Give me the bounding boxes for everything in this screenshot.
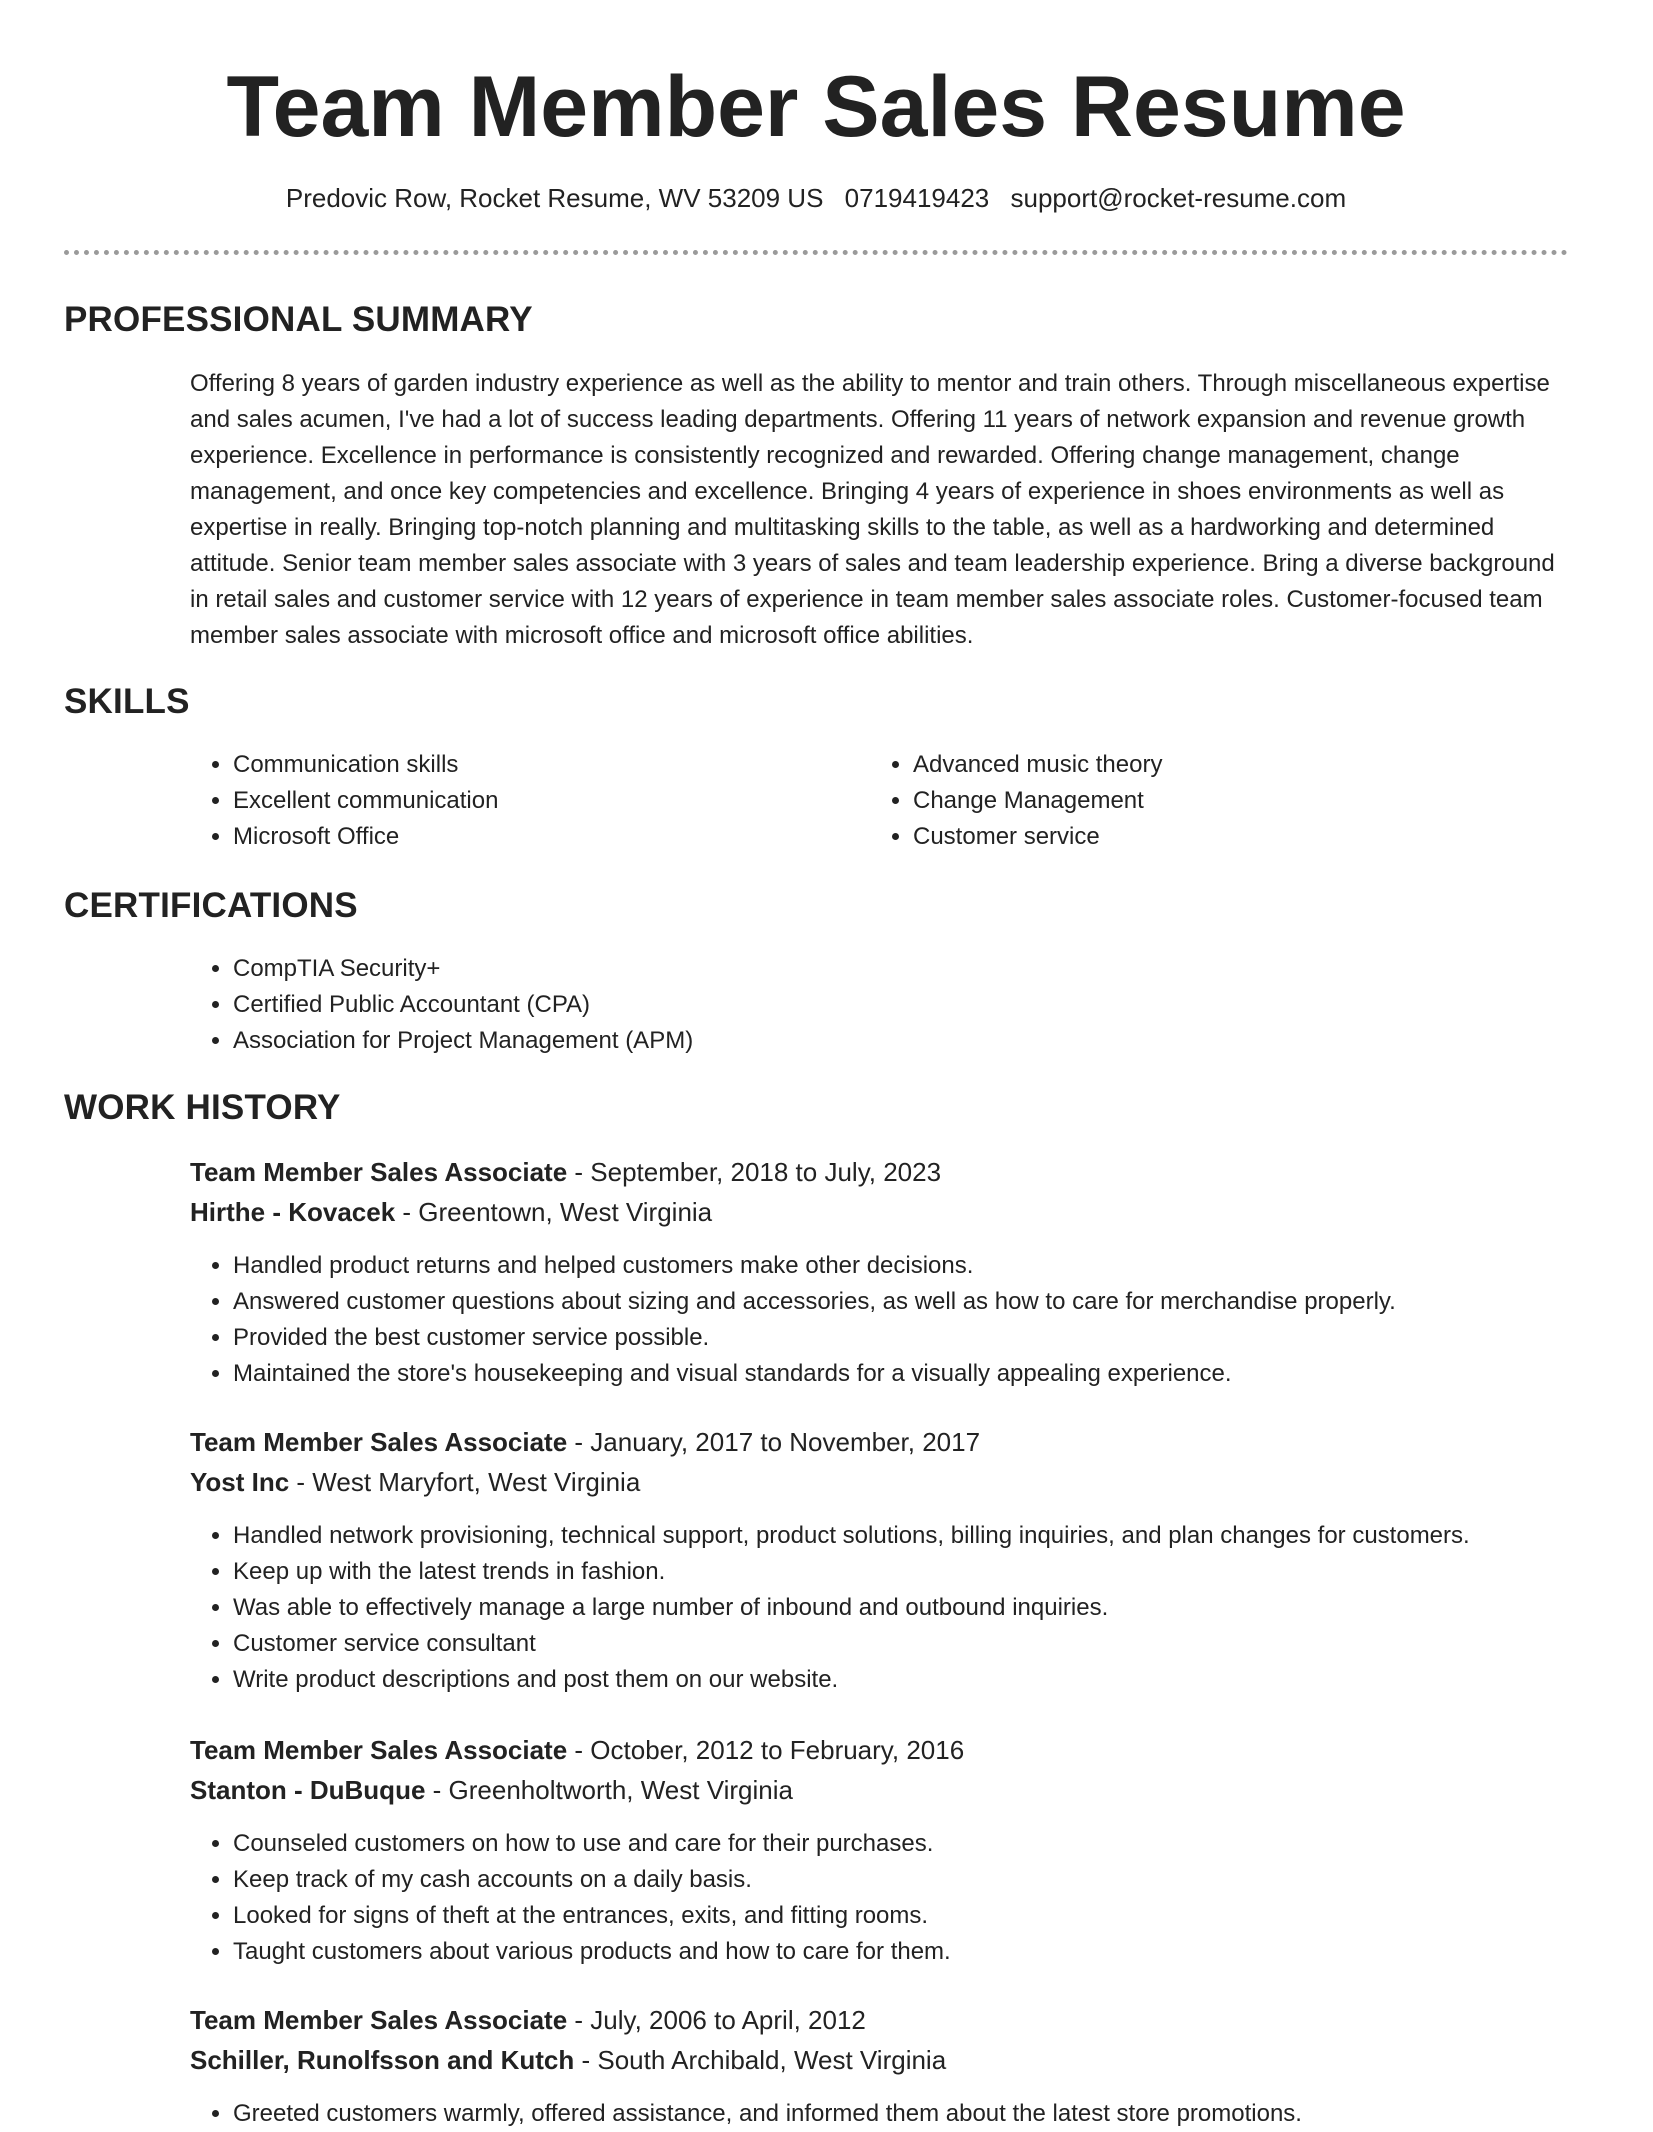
job-duty-item: • Maintained the store's housekeeping and visual standards for a visually appealing experience. [233,1356,1633,1392]
job-duty-item: • Was able to effectively manage a large number of inbound and outbound inquiries. [233,1590,1653,1626]
job-location: - South Archibald, West Virginia [574,2045,947,2075]
job-dates: - September, 2018 to July, 2023 [567,1157,942,1187]
job-duties-list [190,2096,1633,2132]
job-duty-item: • Looked for signs of theft at the entrances, exits, and fitting rooms. [233,1898,1633,1934]
job-company: Stanton - DuBuque [190,1775,426,1805]
skills-list-left [190,747,833,855]
job-duty-item: • Taught customers about various products and how to care for them. [233,1934,1633,1970]
job-location: - West Maryfort, West Virginia [289,1467,641,1497]
job-duty-item: • Counseled customers on how to use and care for their purchases. [233,1826,1633,1862]
skill-item: • Communication skills [233,747,833,783]
section-heading-work-history: WORK HISTORY [64,1088,341,1127]
job-title: Team Member Sales Associate [190,2005,568,2035]
job-company: Yost Inc [190,1467,290,1497]
contact-address: Predovic Row, Rocket Resume, WV 53209 US [285,183,824,213]
job-title-line [190,1732,964,1768]
skill-item: • Change Management [913,783,1513,819]
job-company: Schiller, Runolfsson and Kutch [190,2045,575,2075]
job-title-line [190,2002,866,2038]
job-duty-item: • Handled product returns and helped customers make other decisions. [233,1248,1633,1284]
job-duties-list [190,1826,1633,1970]
contact-line [0,180,1632,216]
resume-title: Team Member Sales Resume [226,59,1406,155]
job-duty-item: • Handled network provisioning, technical support, product solutions, billing inquiries, and plan changes for customers. [233,1518,1653,1554]
job-title-line [190,1424,980,1460]
contact-email: support@rocket-resume.com [1010,183,1347,213]
job-duty-item: • Greeted customers warmly, offered assistance, and informed them about the latest store promotions. [233,2096,1633,2132]
job-duty-item: • Keep track of my cash accounts on a daily basis. [233,1862,1633,1898]
job-dates: - July, 2006 to April, 2012 [567,2005,866,2035]
section-heading-summary: PROFESSIONAL SUMMARY [64,300,533,339]
job-company-line [190,2042,946,2078]
certification-item: • CompTIA Security+ [233,951,1533,987]
header-divider [64,250,1568,255]
contact-phone: 0719419423 [844,183,990,213]
job-duties-list [190,1248,1633,1392]
certification-item: • Certified Public Accountant (CPA) [233,987,1533,1023]
job-dates: - January, 2017 to November, 2017 [567,1427,981,1457]
job-company-line [190,1464,640,1500]
skill-item: • Microsoft Office [233,819,833,855]
section-heading-skills: SKILLS [64,682,190,721]
summary-text: Offering 8 years of garden industry experience as well as the ability to mentor and train others. Through miscellaneous expertise and sales acumen, I've had a lot of success leading departments. Offering 11 years of network expansion and revenue growth experience. Excellence in performance is consistently recognized and rewarded. Offering change management, change management, and once key competencies and excellence. Bringing 4 years of experience in shoes environments as well as expertise in really. Bringing top-notch planning and multitasking skills to the table, as well as a hardworking and determined attitude. Senior team member sales associate with 3 years of sales and team leadership experience. Bring a diverse background in retail sales and customer service with 12 years of experience in team member sales associate roles. Customer-focused team member sales associate with microsoft office and microsoft office abilities. [190,370,1555,649]
job-title: Team Member Sales Associate [190,1427,568,1457]
skill-item: • Advanced music theory [913,747,1513,783]
section-heading-certifications: CERTIFICATIONS [64,886,358,925]
certifications-list [190,951,1533,1059]
skill-item: • Excellent communication [233,783,833,819]
job-title: Team Member Sales Associate [190,1735,568,1765]
skills-list-right [870,747,1513,855]
job-location: - Greentown, West Virginia [395,1197,713,1227]
job-duty-item: • Write product descriptions and post them on our website. [233,1662,1653,1698]
job-location: - Greenholtworth, West Virginia [425,1775,793,1805]
job-duties-list [190,1518,1653,1698]
job-company: Hirthe - Kovacek [190,1197,396,1227]
certification-item: • Association for Project Management (APM) [233,1023,1533,1059]
job-duty-item: • Keep up with the latest trends in fashion. [233,1554,1653,1590]
job-dates: - October, 2012 to February, 2016 [567,1735,965,1765]
skill-item: • Customer service [913,819,1513,855]
job-title: Team Member Sales Associate [190,1157,568,1187]
job-duty-item: • Answered customer questions about sizing and accessories, as well as how to care for merchandise properly. [233,1284,1633,1320]
job-duty-item: • Provided the best customer service possible. [233,1320,1633,1356]
job-company-line [190,1194,712,1230]
job-title-line [190,1154,941,1190]
job-duty-item: • Customer service consultant [233,1626,1653,1662]
job-company-line [190,1772,793,1808]
